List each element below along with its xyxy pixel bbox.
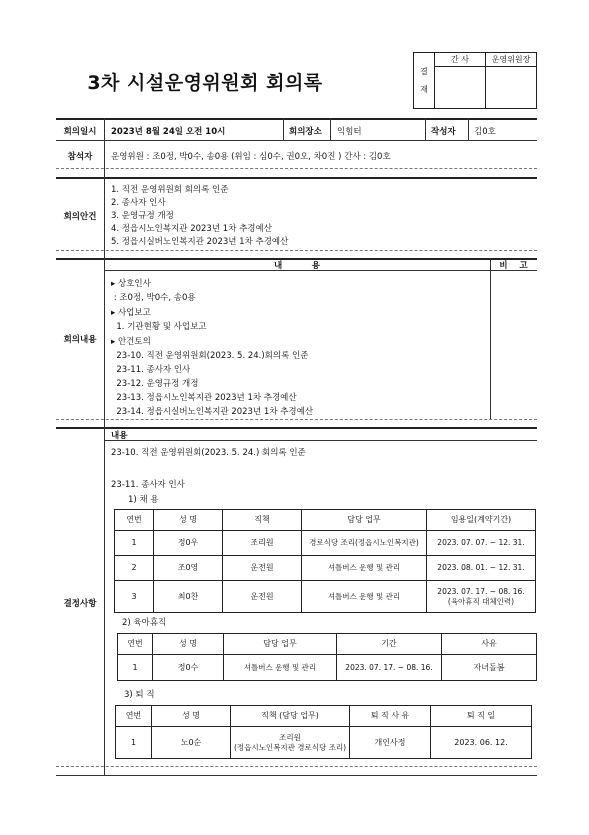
content-line: 23-10. 직전 운영위원회(2023. 5. 24.)회의록 인준 bbox=[111, 351, 309, 361]
table-row bbox=[115, 581, 536, 613]
table-header: 기간 bbox=[337, 634, 442, 655]
hire-title: 1) 채 용 bbox=[128, 495, 159, 505]
leave-table bbox=[117, 633, 537, 681]
table-cell: 1 bbox=[116, 727, 152, 759]
table-cell: 2023. 07. 17. ~ 08. 16. bbox=[337, 655, 442, 681]
label-divider bbox=[104, 118, 105, 775]
agenda-item: 3. 운영규정 개정 bbox=[111, 211, 174, 221]
agenda-label: 회의안건 bbox=[63, 212, 97, 222]
table-header: 직책 bbox=[223, 510, 302, 531]
rule bbox=[56, 427, 537, 429]
table-cell: 셔틀버스 운행 및 관리 bbox=[302, 556, 427, 581]
content-line: : 조0정, 박0수, 송0용 bbox=[111, 293, 196, 303]
table-cell: 자녀돌봄 bbox=[442, 655, 537, 681]
table-cell: 운전원 bbox=[223, 581, 302, 613]
resign-table bbox=[115, 705, 532, 759]
approval-col-secretary: 간 사 bbox=[435, 53, 486, 67]
agenda-item: 1. 직전 운영위원회 회의록 인준 bbox=[111, 185, 229, 195]
writer-value: 김0호 bbox=[474, 127, 496, 137]
table-cell: 2023. 07. 07. ~ 12. 31. bbox=[427, 531, 536, 556]
rule bbox=[56, 250, 537, 251]
table-cell: 조리원 (정읍시노인복지관 경로식당 조리) bbox=[231, 727, 350, 759]
table-cell: 노0순 bbox=[152, 727, 231, 759]
table-cell: 조0영 bbox=[154, 556, 223, 581]
place-label: 회의장소 bbox=[289, 127, 322, 137]
agenda-item: 4. 정읍시노인복지관 2023년 1차 추경예산 bbox=[111, 224, 272, 234]
rule bbox=[56, 419, 537, 420]
rule bbox=[104, 440, 537, 441]
page-title: 3차 시설운영위원회 회의록 bbox=[87, 72, 323, 94]
table-cell: 2023. 08. 01. ~ 12. 31. bbox=[427, 556, 536, 581]
table-cell: 1 bbox=[115, 531, 154, 556]
table-cell: 경로식당 조리(정읍시노인복지관) bbox=[302, 531, 427, 556]
table-cell: 정0수 bbox=[153, 655, 224, 681]
table-row bbox=[116, 727, 532, 759]
attendees-value: 운영위원 : 조0정, 박0수, 송0용 (위임 : 심0수, 권0오, 차0진 ) 간사 : 김0호 bbox=[111, 152, 391, 162]
content-line: ▸ 사업보고 bbox=[111, 308, 151, 318]
content-line: 23-14. 정읍시실버노인복지관 2023년 1차 추경예산 bbox=[111, 407, 314, 417]
table-row bbox=[115, 556, 536, 581]
agenda-item: 5. 정읍시실버노인복지관 2023년 1차 추경예산 bbox=[111, 237, 289, 247]
table-row bbox=[115, 531, 536, 556]
approval-sign-chair bbox=[486, 67, 537, 109]
approval-side-label: 결 재 bbox=[414, 53, 435, 109]
decision-header: 내용 bbox=[111, 431, 128, 441]
content-label: 회의내용 bbox=[63, 335, 97, 345]
table-header: 퇴 직 사 유 bbox=[350, 706, 431, 727]
resign-title: 3) 퇴 직 bbox=[124, 690, 155, 700]
rule bbox=[56, 177, 537, 179]
table-cell: 2023. 07. 17. ~ 08. 16. (육아휴직 대체인력) bbox=[427, 581, 536, 613]
content-line: 23-11. 종사자 인사 bbox=[111, 365, 191, 375]
decision-item-personnel: 23-11. 종사자 인사 bbox=[111, 480, 185, 490]
table-header: 퇴 직 일 bbox=[431, 706, 532, 727]
table-header: 연번 bbox=[118, 634, 153, 655]
divider bbox=[425, 118, 426, 140]
table-cell: 2 bbox=[115, 556, 154, 581]
content-line: 1. 기관현황 및 사업보고 bbox=[111, 322, 207, 332]
content-line: ▸ 상호인사 bbox=[111, 279, 151, 289]
note-header: 비 고 bbox=[499, 261, 528, 271]
rule bbox=[56, 766, 537, 767]
content-line: ▸ 안건토의 bbox=[111, 337, 151, 347]
table-cell: 최0찬 bbox=[154, 581, 223, 613]
approval-col-chair: 운영위원장 bbox=[486, 53, 537, 67]
approval-sign-secretary bbox=[435, 67, 486, 109]
table-cell: 3 bbox=[115, 581, 154, 613]
table-header: 연번 bbox=[115, 510, 154, 531]
divider bbox=[330, 118, 331, 140]
table-header: 담당 업무 bbox=[224, 634, 337, 655]
divider bbox=[283, 118, 284, 140]
table-header: 사유 bbox=[442, 634, 537, 655]
table-cell: 셔틀버스 운행 및 관리 bbox=[224, 655, 337, 681]
rule bbox=[56, 775, 537, 776]
content-header: 내 용 bbox=[273, 261, 320, 271]
table-cell: 조리원 bbox=[223, 531, 302, 556]
writer-label: 작성자 bbox=[431, 127, 456, 137]
place-value: 익힘터 bbox=[337, 127, 362, 137]
table-header: 직책 (담당 업무) bbox=[231, 706, 350, 727]
approval-box bbox=[413, 52, 537, 109]
decision-label: 결정사항 bbox=[63, 599, 97, 609]
table-cell: 1 bbox=[118, 655, 153, 681]
content-line: 23-12. 운영규정 개정 bbox=[111, 379, 199, 389]
table-header: 담당 업무 bbox=[302, 510, 427, 531]
table-header: 임용일(계약기간) bbox=[427, 510, 536, 531]
rule bbox=[56, 140, 537, 141]
table-header: 성 명 bbox=[152, 706, 231, 727]
date-label: 회의일시 bbox=[63, 127, 97, 137]
table-header: 성 명 bbox=[153, 634, 224, 655]
table-cell: 셔틀버스 운행 및 관리 bbox=[302, 581, 427, 613]
table-cell: 운전원 bbox=[223, 556, 302, 581]
rule bbox=[56, 168, 537, 169]
date-value: 2023년 8월 24일 오전 10시 bbox=[111, 127, 226, 137]
hire-table bbox=[114, 509, 536, 613]
divider bbox=[468, 118, 469, 140]
agenda-item: 2. 종사자 인사 bbox=[111, 198, 166, 208]
table-cell: 개인사정 bbox=[350, 727, 431, 759]
decision-item-minutes: 23-10. 직전 운영위원회(2023. 5. 24.) 회의록 인준 bbox=[111, 448, 306, 458]
table-cell: 2023. 06. 12. bbox=[431, 727, 532, 759]
table-cell: 정0우 bbox=[154, 531, 223, 556]
note-divider bbox=[490, 258, 491, 419]
table-header: 연번 bbox=[116, 706, 152, 727]
attendees-label: 참석자 bbox=[67, 152, 93, 162]
leave-title: 2) 육아휴직 bbox=[122, 618, 167, 628]
table-header: 성 명 bbox=[154, 510, 223, 531]
table-row bbox=[118, 655, 537, 681]
rule bbox=[56, 118, 537, 120]
content-line: 23-13. 정읍시노인복지관 2023년 1차 추경예산 bbox=[111, 393, 297, 403]
